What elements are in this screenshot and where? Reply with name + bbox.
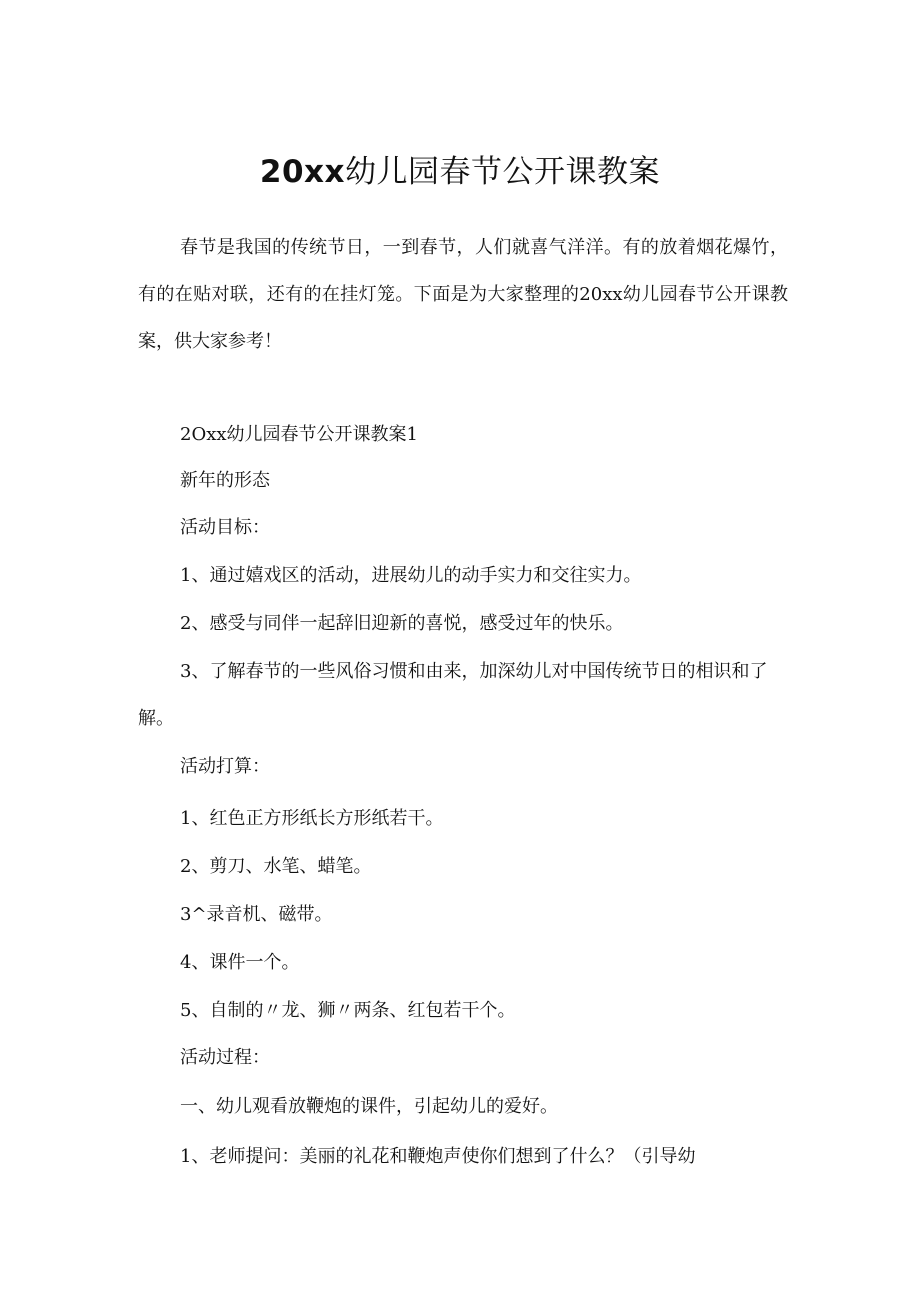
prep-item: 4、课件一个。 bbox=[180, 952, 300, 973]
prep-heading: 活动打算： bbox=[180, 756, 270, 777]
intro-paragraph: 春节是我国的传统节日，一到春节，人们就喜气洋洋。有的放着烟花爆竹，有的在贴对联，还有的在挂灯笼。下面是为大家整理的20xx幼儿园春节公开课教案，供大家参考！ bbox=[138, 237, 788, 352]
section-heading: 2Oxx幼儿园春节公开课教案1 bbox=[180, 424, 418, 445]
goal-item: 2、感受与同伴一起辞旧迎新的喜悦，感受过年的快乐。 bbox=[180, 613, 624, 634]
prep-item: 5、自制的〃龙、狮〃两条、红包若干个。 bbox=[180, 1000, 516, 1021]
prep-item: 1、红色正方形纸长方形纸若干。 bbox=[180, 808, 444, 829]
prep-item: 3^录音机、磁带。 bbox=[180, 904, 333, 925]
process-item: 1、老师提问：美丽的礼花和鞭炮声使你们想到了什么？（引导幼 bbox=[180, 1146, 696, 1167]
process-item: 一、幼儿观看放鞭炮的课件，引起幼儿的爱好。 bbox=[180, 1096, 558, 1117]
title-year: 20xx bbox=[259, 154, 346, 190]
lesson-title: 新年的形态 bbox=[180, 470, 270, 491]
goals-heading: 活动目标： bbox=[180, 517, 270, 538]
prep-item: 2、剪刀、水笔、蜡笔。 bbox=[180, 856, 372, 877]
goal-item: 3、了解春节的一些风俗习惯和由来，加深幼儿对中国传统节日的相识和了解。 bbox=[138, 661, 768, 729]
title-text: 幼儿园春节公开课教案 bbox=[345, 154, 661, 190]
document-title bbox=[0, 146, 920, 191]
goal-item: 1、通过嬉戏区的活动，进展幼儿的动手实力和交往实力。 bbox=[180, 565, 642, 586]
process-heading: 活动过程： bbox=[180, 1047, 270, 1068]
